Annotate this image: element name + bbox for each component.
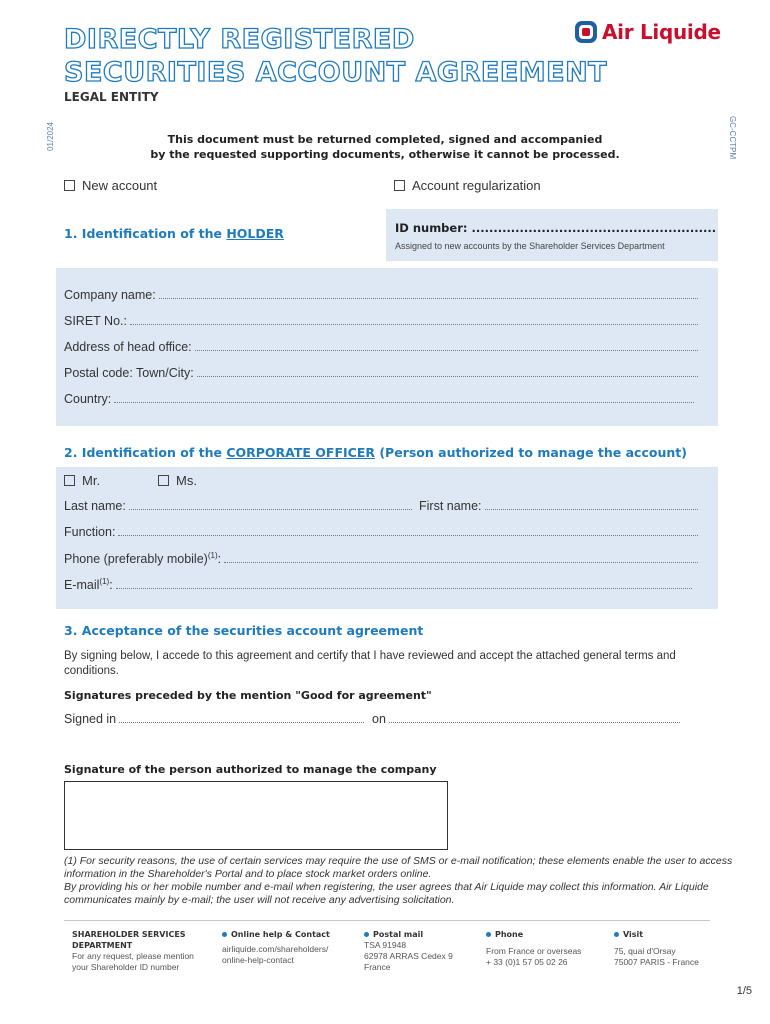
section3-title: 3. Acceptance of the securities account agreement: [64, 623, 424, 638]
first-name-line[interactable]: [485, 500, 698, 510]
email-line[interactable]: [116, 579, 692, 589]
footer-online-title: [222, 929, 330, 940]
air-liquide-logo: [574, 20, 721, 44]
postal-town-field[interactable]: [64, 366, 698, 380]
document-title-line1: DIRECTLY REGISTERED: [64, 24, 415, 55]
footer-visit-text1: 75, quai d'Orsay: [614, 946, 676, 956]
logo-mark-icon: [574, 20, 598, 44]
last-name-field[interactable]: [64, 499, 412, 513]
account-regularization-checkbox[interactable]: [394, 178, 541, 193]
logo-text: Air Liquide: [602, 20, 721, 44]
acceptance-text: By signing below, I accede to this agreement and certify that I have reviewed and accept the attached general terms and conditions.: [64, 650, 676, 677]
footnote-line1: (1) For security reasons, the use of certain services may require the use of SMS or e-mail notification; these elements enable the user to access information in the Shareholder's Portal and to place stock market orders online.: [64, 855, 733, 880]
phone-label-colon: :: [217, 552, 222, 567]
document-subtitle: LEGAL ENTITY: [64, 90, 159, 104]
new-account-label: New account: [82, 178, 158, 193]
footer-postal-text1: TSA 91948: [364, 940, 407, 950]
id-number-label: ID number: ........................................................: [395, 221, 717, 235]
postal-town-line[interactable]: [197, 367, 698, 377]
footer-department: [72, 929, 194, 973]
footer-online-link2[interactable]: online-help-contact: [222, 955, 294, 965]
last-name-line[interactable]: [129, 500, 412, 510]
footer-visit-title: [614, 929, 699, 940]
signature-box[interactable]: [64, 781, 448, 850]
last-name-label: Last name:: [64, 499, 126, 513]
mr-label: Mr.: [82, 473, 101, 488]
email-footnote-ref: (1): [99, 577, 110, 586]
footer-postal: [364, 929, 453, 973]
checkbox-icon: [158, 475, 169, 486]
address-field[interactable]: [64, 340, 698, 354]
section1-title: [64, 226, 284, 241]
function-label: Function:: [64, 525, 116, 539]
new-account-checkbox[interactable]: [64, 178, 157, 193]
ms-label: Ms.: [176, 473, 197, 488]
signed-in-line[interactable]: [119, 713, 364, 723]
section2-title-prefix: 2. Identification of the: [64, 445, 227, 460]
footer-postal-title: [364, 929, 453, 940]
section2-title-highlight: CORPORATE OFFICER: [226, 445, 375, 460]
return-notice: [0, 132, 770, 162]
bullet-icon: [486, 932, 491, 937]
footer-visit-title-text: Visit: [623, 930, 644, 939]
address-label: Address of head office:: [64, 340, 192, 354]
footer-online-title-text: Online help & Contact: [231, 930, 330, 939]
checkbox-icon: [64, 180, 75, 191]
signed-on-line[interactable]: [389, 713, 680, 723]
phone-label-text: Phone (preferably mobile): [64, 552, 208, 567]
signatures-label: Signatures preceded by the mention "Good for agreement": [64, 689, 432, 702]
email-label-text: E-mail: [64, 578, 100, 593]
footer-visit-text2: 75007 PARIS - France: [614, 957, 699, 967]
phone-label: [64, 551, 221, 566]
address-line[interactable]: [195, 341, 698, 351]
notice-line1: This document must be returned completed, signed and accompanied: [167, 133, 603, 146]
footer-online-link[interactable]: airliquide.com/shareholders/: [222, 944, 329, 954]
signed-on-field[interactable]: [372, 712, 680, 726]
corporate-officer-panel: [56, 467, 718, 609]
country-line[interactable]: [114, 393, 694, 403]
left-margin-code: 01/2024: [46, 122, 55, 151]
holder-panel: [56, 268, 718, 426]
footnote: [64, 855, 734, 907]
account-regularization-label: Account regularization: [412, 178, 541, 193]
first-name-label: First name:: [419, 499, 482, 513]
footer-postal-text3: France: [364, 962, 391, 972]
ms-checkbox[interactable]: [158, 473, 197, 488]
footer-postal-text2: 62978 ARRAS Cedex 9: [364, 951, 453, 961]
country-label: Country:: [64, 392, 112, 406]
checkbox-icon: [394, 180, 405, 191]
footer-phone-number: + 33 (0)1 57 05 02 26: [486, 957, 568, 967]
company-name-field[interactable]: [64, 288, 698, 302]
company-name-label: Company name:: [64, 288, 156, 302]
footer-phone-text1: From France or overseas: [486, 946, 582, 956]
id-number-note: Assigned to new accounts by the Shareholder Services Department: [395, 241, 665, 251]
right-margin-code: GC-CCTPM: [728, 116, 737, 160]
bullet-icon: [364, 932, 369, 937]
footer-dept-title1: SHAREHOLDER SERVICES: [72, 930, 186, 939]
email-field[interactable]: [64, 577, 692, 592]
siret-line[interactable]: [130, 315, 698, 325]
siret-label: SIRET No.:: [64, 314, 127, 328]
contact-footer: [64, 920, 710, 983]
siret-field[interactable]: [64, 314, 698, 328]
footer-dept-text1: For any request, please mention: [72, 951, 194, 961]
signed-in-label: Signed in: [64, 712, 117, 726]
signed-in-field[interactable]: [64, 712, 364, 726]
footer-phone: [486, 929, 581, 968]
page-number: 1/5: [736, 985, 752, 997]
function-field[interactable]: [64, 525, 698, 539]
bullet-icon: [614, 932, 619, 937]
mr-checkbox[interactable]: [64, 473, 100, 488]
document-title-line2: SECURITIES ACCOUNT AGREEMENT: [64, 57, 608, 88]
phone-field[interactable]: [64, 551, 698, 566]
footer-dept-title2: DEPARTMENT: [72, 941, 133, 950]
country-field[interactable]: [64, 392, 694, 406]
section2-title-suffix: (Person authorized to manage the account): [374, 445, 687, 460]
checkbox-icon: [64, 475, 75, 486]
email-label-colon: :: [109, 578, 113, 593]
id-number-box: [386, 209, 718, 261]
footer-visit: [614, 929, 699, 968]
section2-title: [64, 445, 687, 460]
first-name-field[interactable]: [419, 499, 698, 513]
signature-label: Signature of the person authorized to manage the company: [64, 763, 437, 776]
section1-title-highlight: HOLDER: [226, 226, 284, 241]
signed-on-label: on: [372, 712, 386, 726]
footer-dept-text2: your Shareholder ID number: [72, 962, 180, 972]
footer-online-help: [222, 929, 330, 966]
footer-postal-title-text: Postal mail: [373, 930, 424, 939]
bullet-icon: [222, 932, 227, 937]
footer-phone-title: [486, 929, 581, 940]
phone-footnote-ref: (1): [207, 551, 218, 560]
email-label: [64, 577, 113, 592]
function-line[interactable]: [118, 526, 698, 536]
footer-phone-title-text: Phone: [495, 930, 524, 939]
phone-line[interactable]: [224, 553, 698, 563]
notice-line2: by the requested supporting documents, otherwise it cannot be processed.: [150, 148, 620, 161]
section1-title-prefix: 1. Identification of the: [64, 226, 227, 241]
company-name-line[interactable]: [159, 289, 698, 299]
postal-town-label: Postal code: Town/City:: [64, 366, 194, 380]
footnote-line2: By providing his or her mobile number and e-mail when registering, the user agrees that Air Liquide may collect this information. Air Liquide communicates mainly by e-mail; the user will not receive any advertising solicitation.: [64, 881, 709, 906]
